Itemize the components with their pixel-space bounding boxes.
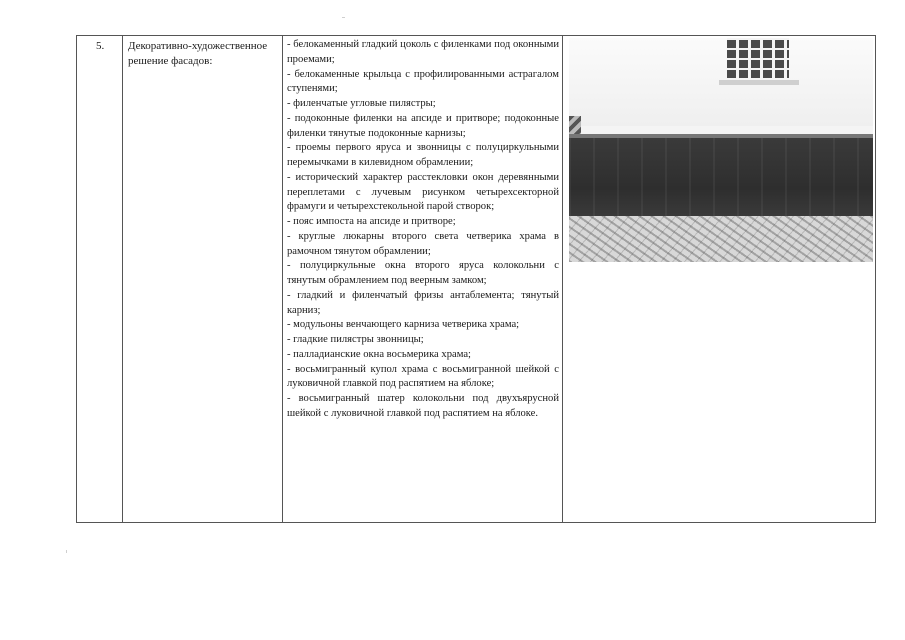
photo-window <box>727 38 789 78</box>
scan-speck <box>66 550 67 553</box>
name-cell <box>123 36 283 522</box>
description-item: - белокаменный гладкий цоколь с филенками под оконными проемами; <box>287 39 559 65</box>
description-item: - полуциркульные окна второго яруса колокольни с тянутым обрамлением под веерным замком; <box>287 260 559 286</box>
description-item: - гладкие пилястры звонницы; <box>287 334 424 345</box>
row-name: Декоративно-художественное решение фасадов: <box>128 40 268 67</box>
description-item: - подоконные филенки на апсиде и притворе; подоконные филенки тянутые подоконные карнизы; <box>287 112 559 139</box>
description-item: - восьмигранный шатер колокольни под двухъярусной шейкой с луковичной главкой под распятием на яблоке. <box>287 393 559 419</box>
photo-window-sill <box>719 80 799 85</box>
description-item: - филенчатые угловые пилястры; <box>287 98 436 109</box>
description-item: - пояс импоста на апсиде и притворе; <box>287 216 456 227</box>
photo-ground-snow <box>569 216 873 262</box>
number-cell <box>77 36 123 522</box>
scan-speck <box>342 17 345 18</box>
description-item: - модульоны венчающего карниза четверика храма; <box>287 319 520 331</box>
photo-cell <box>563 36 875 522</box>
description-item: - белокаменные крыльца с профилированными астрагалом ступенями; <box>287 68 559 95</box>
row-number: 5. <box>96 40 105 52</box>
description-cell <box>283 36 563 522</box>
document-table <box>76 35 876 523</box>
description-item: - исторический характер расстекловки окон деревянными переплетами с лучевым рисунком четырехсекторной фрамуги и четырехстекольной парой створок; <box>287 171 559 213</box>
description-item: - круглые люкарны второго света четверика храма в рамочном тянутом обрамлении; <box>287 230 559 257</box>
description-item: - восьмигранный купол храма с восьмигранной шейкой с луковичной главкой под распятием на яблоке; <box>287 363 559 390</box>
description-item: - палладианские окна восьмерика храма; <box>287 348 471 360</box>
row-description <box>287 38 559 422</box>
description-item: - гладкий и филенчатый фризы антаблемента; тянутый карниз; <box>287 289 559 316</box>
facade-photo <box>569 38 873 262</box>
description-item: - проемы первого яруса и звонницы с полуциркульными перемычками в килевидном обрамлении; <box>287 142 559 168</box>
photo-fence <box>569 138 873 223</box>
